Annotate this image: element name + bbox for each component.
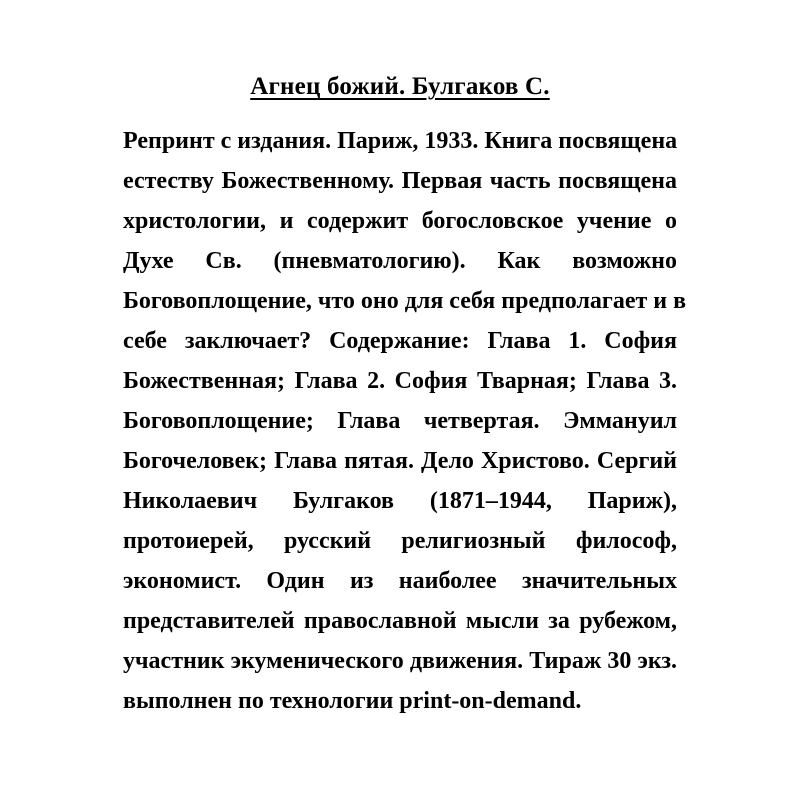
body-paragraph bbox=[123, 121, 687, 721]
paragraph-line: Николаевич Булгаков (1871–1944, Париж), bbox=[123, 488, 677, 514]
paragraph-line: Боговоплощение, что оно для себя предполагает и в bbox=[123, 288, 687, 314]
paragraph-line: представителей православной мысли за рубежом, bbox=[123, 608, 677, 634]
paragraph-line: Боговоплощение; Глава четвертая. Эммануил bbox=[123, 408, 677, 434]
paragraph-line: экономист. Один из наиболее значительных bbox=[123, 568, 677, 594]
paragraph-line: протоиерей, русский религиозный философ, bbox=[123, 528, 677, 554]
paragraph-line: себе заключает? Содержание: Глава 1. София bbox=[123, 328, 677, 354]
paragraph-line: Богочеловек; Глава пятая. Дело Христово. Сергий bbox=[123, 448, 677, 474]
paragraph-line: Духе Св. (пневматологию). Как возможно bbox=[123, 248, 677, 274]
paragraph-line: Божественная; Глава 2. София Тварная; Глава 3. bbox=[123, 368, 677, 394]
page-title: Агнец божий. Булгаков С. bbox=[250, 73, 550, 100]
paragraph-line: выполнен по технологии print-on-demand. bbox=[123, 688, 582, 714]
paragraph-line: Репринт с издания. Париж, 1933. Книга посвящена bbox=[123, 128, 678, 154]
paragraph-line: естеству Божественному. Первая часть посвящена bbox=[123, 168, 677, 194]
paragraph-line: участник экуменического движения. Тираж 30 экз. bbox=[123, 648, 677, 674]
paragraph-line: христологии, и содержит богословское учение о bbox=[123, 208, 677, 234]
